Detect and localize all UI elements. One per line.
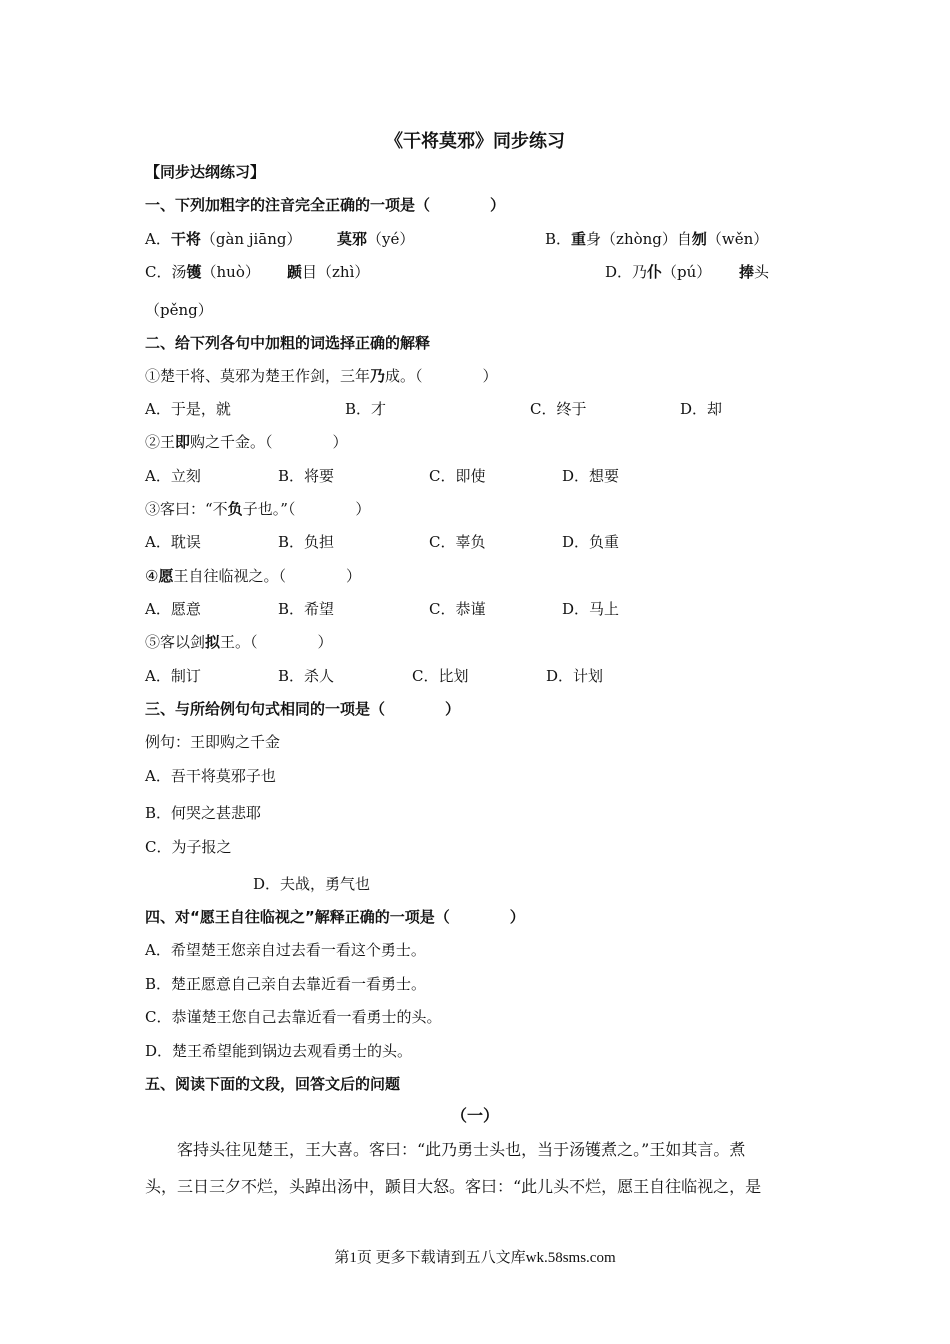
q2-s3-option-c: C．辜负 (429, 533, 486, 551)
q2-s4-option-b: B．希望 (278, 600, 335, 618)
q1-c-pinyin1: （huò） (201, 263, 260, 281)
q2-heading: 二、给下列各句中加粗的词选择正确的解释 (145, 334, 431, 352)
q3-option-c: C．为子报之 (145, 838, 232, 856)
q5-passage-line-2: 头，三日三夕不烂，头踔出汤中，踬目大怒。客曰：“此儿头不烂，愿王自往临视之，是 (145, 1177, 762, 1196)
q2-s5-option-c: C．比划 (412, 667, 469, 685)
q2-s5-post: 王。（ ） (220, 633, 333, 651)
q1-a-bold2: 莫邪 (337, 230, 368, 248)
q2-s2-post: 购之千金。（ ） (190, 433, 348, 451)
q4-option-a: A．希望楚王您亲自过去看一看这个勇士。 (145, 941, 426, 959)
q1-b-label: B． (545, 230, 572, 248)
q1-option-d-pinyin: （pěng） (145, 301, 213, 319)
q2-sentence-3 (145, 499, 370, 519)
q1-d-bold1: 仆 (647, 263, 663, 281)
q2-s3-option-d: D．负重 (562, 533, 620, 551)
q2-sentence-1 (145, 366, 498, 386)
q1-b-bold2: 刎 (691, 230, 707, 248)
q2-sentence-4 (145, 566, 361, 586)
q1-option-c-part2 (287, 262, 369, 282)
q2-s5-pre: ⑤客以剑 (145, 633, 206, 651)
q4-heading: 四、对“愿王自往临视之”解释正确的一项是（ ） (145, 908, 525, 926)
q1-c-text2: 目（zhì） (302, 263, 370, 281)
q2-s1-option-a: A．于是，就 (145, 400, 231, 418)
page-title: 《干将莫邪》同步练习 (385, 131, 565, 152)
q2-s4-pre: ④ (145, 567, 159, 585)
page-footer: 第1页 更多下载请到五八文库wk.58sms.com (334, 1250, 616, 1266)
q2-s4-option-d: D．马上 (562, 600, 620, 618)
q2-s2-bold: 即 (175, 433, 191, 451)
q1-option-c (145, 262, 260, 282)
q5-subtitle: （一） (450, 1106, 499, 1125)
q1-d-bold2: 捧 (739, 263, 755, 281)
q3-heading: 三、与所给例句句式相同的一项是（ ） (145, 700, 461, 718)
q1-d-text2: 头 (754, 263, 770, 281)
q1-d-pinyin1: （pú） (662, 263, 712, 281)
q2-sentence-5 (145, 632, 333, 652)
q2-s3-pre: ③客曰：“不 (145, 500, 228, 518)
q1-a-label: A． (145, 230, 171, 248)
q2-s5-option-b: B．杀人 (278, 667, 335, 685)
q2-s4-post: 王自往临视之。（ ） (173, 567, 361, 585)
q1-a-pinyin2: （yé） (367, 230, 415, 248)
q3-option-a: A．吾干将莫邪子也 (145, 767, 276, 785)
q5-passage-line-1: 客持头往见楚王，王大喜。客曰：“此乃勇士头也，当于汤镬煮之。”王如其言。煮 (145, 1140, 746, 1159)
q1-c-bold1: 镬 (186, 263, 202, 281)
q1-b-bold1: 重 (571, 230, 587, 248)
q2-s2-option-b: B．将要 (278, 467, 335, 485)
q1-b-pinyin2: （wěn） (706, 230, 769, 248)
q2-s3-option-b: B．负担 (278, 533, 335, 551)
q2-s5-option-a: A．制订 (145, 667, 201, 685)
q2-s3-bold: 负 (227, 500, 243, 518)
q4-option-d: D．楚王希望能到锅边去观看勇士的头。 (145, 1042, 413, 1060)
q2-s4-bold: 愿 (158, 567, 174, 585)
q1-c-label: C．汤 (145, 263, 187, 281)
q1-option-a-part2 (337, 229, 414, 249)
q3-example: 例句：王即购之千金 (145, 733, 281, 751)
q2-s2-pre: ②王 (145, 433, 176, 451)
q2-s2-option-a: A．立刻 (145, 467, 201, 485)
section-label: 【同步达纲练习】 (145, 163, 266, 181)
q1-c-bold2: 踬 (287, 263, 303, 281)
q2-s1-post: 成。（ ） (385, 367, 498, 385)
q4-option-b: B．楚正愿意自己亲自去靠近看一看勇士。 (145, 975, 427, 993)
q1-d-label: D．乃 (605, 263, 648, 281)
q1-a-bold1: 干将 (170, 230, 201, 248)
q2-s2-option-d: D．想要 (562, 467, 620, 485)
q1-option-b (545, 229, 768, 249)
q4-option-c: C．恭谨楚王您自己去靠近看一看勇士的头。 (145, 1008, 442, 1026)
q1-option-d-part2 (739, 262, 769, 282)
q2-s4-option-a: A．愿意 (145, 600, 201, 618)
q3-option-b: B．何哭之甚悲耶 (145, 804, 262, 822)
q2-s1-option-d: D．却 (680, 400, 723, 418)
q1-option-d (605, 262, 711, 282)
q3-option-d: D．夫战，勇气也 (253, 875, 371, 893)
q2-s1-option-c: C．终于 (530, 400, 587, 418)
q1-b-text1: 身（zhòng）自 (586, 230, 692, 248)
q2-s5-option-d: D．计划 (546, 667, 604, 685)
q2-s1-bold: 乃 (370, 367, 386, 385)
q1-a-pinyin1: （gàn jiāng） (200, 230, 302, 248)
q2-s3-post: 子也。”（ ） (242, 500, 371, 518)
q2-s4-option-c: C．恭谨 (429, 600, 486, 618)
q2-s1-pre: ①楚干将、莫邪为楚王作剑，三年 (145, 367, 371, 385)
q1-heading: 一、下列加粗字的注音完全正确的一项是（ ） (145, 196, 506, 214)
q1-option-a (145, 229, 302, 249)
q2-s5-bold: 拟 (205, 633, 221, 651)
q5-heading: 五、阅读下面的文段，回答文后的问题 (145, 1075, 401, 1093)
q2-s3-option-a: A．耽误 (145, 533, 201, 551)
q2-s1-option-b: B．才 (345, 400, 387, 418)
q2-s2-option-c: C．即使 (429, 467, 486, 485)
q2-sentence-2 (145, 432, 348, 452)
